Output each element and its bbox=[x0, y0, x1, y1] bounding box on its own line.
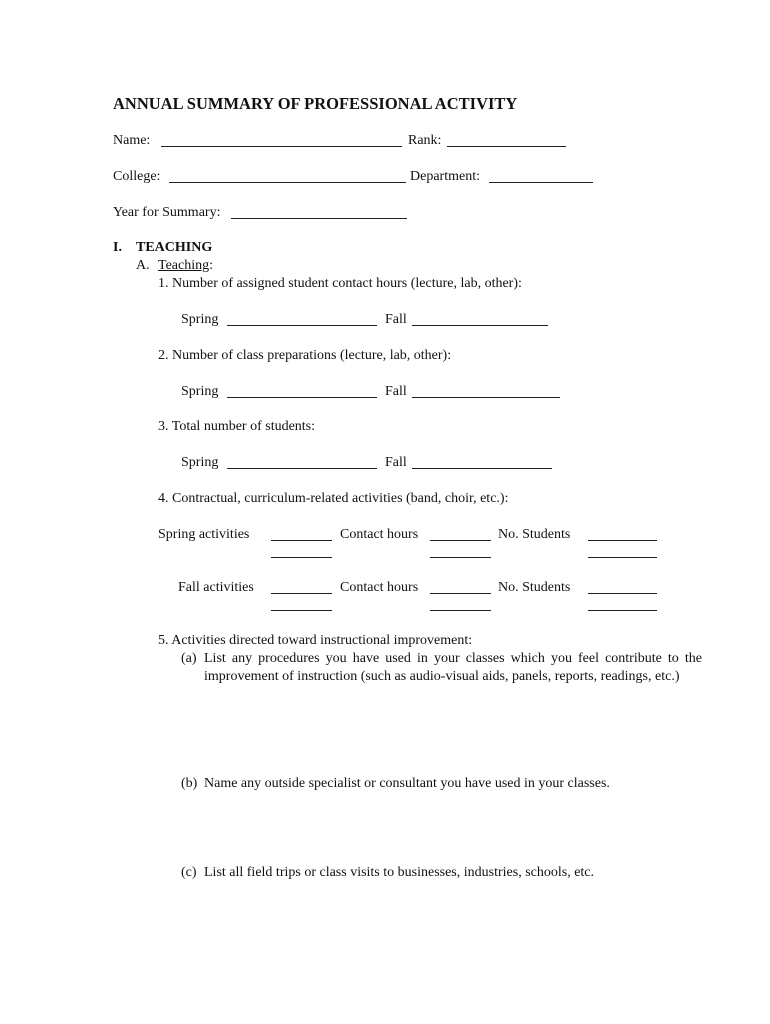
department-field[interactable] bbox=[489, 182, 593, 183]
fall-no-students-label: No. Students bbox=[498, 580, 571, 595]
section-title: TEACHING bbox=[136, 240, 213, 255]
rank-label: Rank: bbox=[408, 133, 442, 148]
q3-fall-label: Fall bbox=[385, 455, 407, 470]
college-label: College: bbox=[113, 169, 161, 184]
question-4: 4. Contractual, curriculum-related activities (band, choir, etc.): bbox=[158, 491, 509, 506]
fall-contact-hours-field-1[interactable] bbox=[430, 593, 491, 594]
year-field[interactable] bbox=[231, 218, 407, 219]
q5a-text: List any procedures you have used in your classes which you feel contribute to the improvement of instruction (such as audio-visual aids, panels, reports, readings, etc.) bbox=[204, 651, 702, 684]
fall-no-students-field-1[interactable] bbox=[588, 593, 657, 594]
q1-spring-label: Spring bbox=[181, 312, 219, 327]
fall-activities-field-1[interactable] bbox=[271, 593, 332, 594]
q2-fall-field[interactable] bbox=[412, 397, 560, 398]
spring-activities-field-1[interactable] bbox=[271, 540, 332, 541]
fall-contact-hours-label: Contact hours bbox=[340, 580, 419, 595]
q5b-label: (b) bbox=[181, 776, 198, 791]
question-5: 5. Activities directed toward instructional improvement: bbox=[158, 633, 473, 648]
spring-contact-hours-field-2[interactable] bbox=[430, 557, 491, 558]
q5c-label: (c) bbox=[181, 865, 197, 880]
page-title: ANNUAL SUMMARY OF PROFESSIONAL ACTIVITY bbox=[113, 94, 518, 113]
spring-no-students-field-2[interactable] bbox=[588, 557, 657, 558]
subsection-letter: A. bbox=[136, 258, 150, 273]
section-number: I. bbox=[113, 240, 122, 255]
name-label: Name: bbox=[113, 133, 151, 148]
q1-spring-field[interactable] bbox=[227, 325, 377, 326]
subsection-colon: : bbox=[209, 258, 213, 273]
spring-no-students-field-1[interactable] bbox=[588, 540, 657, 541]
spring-contact-hours-field-1[interactable] bbox=[430, 540, 491, 541]
q3-spring-label: Spring bbox=[181, 455, 219, 470]
q2-spring-field[interactable] bbox=[227, 397, 377, 398]
question-3: 3. Total number of students: bbox=[158, 419, 316, 434]
q5a-label: (a) bbox=[181, 651, 197, 666]
q3-spring-field[interactable] bbox=[227, 468, 377, 469]
spring-activities-field-2[interactable] bbox=[271, 557, 332, 558]
spring-no-students-label: No. Students bbox=[498, 527, 571, 542]
q3-fall-field[interactable] bbox=[412, 468, 552, 469]
spring-activities-label: Spring activities bbox=[158, 527, 250, 542]
q2-spring-label: Spring bbox=[181, 384, 219, 399]
college-field[interactable] bbox=[169, 182, 406, 183]
spring-contact-hours-label: Contact hours bbox=[340, 527, 419, 542]
question-2: 2. Number of class preparations (lecture, lab, other): bbox=[158, 348, 452, 363]
fall-no-students-field-2[interactable] bbox=[588, 610, 657, 611]
name-field[interactable] bbox=[161, 146, 402, 147]
department-label: Department: bbox=[410, 169, 480, 184]
q1-fall-field[interactable] bbox=[412, 325, 548, 326]
q1-fall-label: Fall bbox=[385, 312, 407, 327]
subsection-heading bbox=[158, 258, 213, 274]
fall-contact-hours-field-2[interactable] bbox=[430, 610, 491, 611]
year-label: Year for Summary: bbox=[113, 205, 221, 220]
fall-activities-label: Fall activities bbox=[178, 580, 254, 595]
subsection-title: Teaching bbox=[158, 258, 210, 273]
q5b-text: Name any outside specialist or consultant you have used in your classes. bbox=[204, 776, 610, 791]
rank-field[interactable] bbox=[447, 146, 566, 147]
q5c-text: List all field trips or class visits to businesses, industries, schools, etc. bbox=[204, 865, 595, 880]
q2-fall-label: Fall bbox=[385, 384, 407, 399]
question-1: 1. Number of assigned student contact hours (lecture, lab, other): bbox=[158, 276, 522, 291]
fall-activities-field-2[interactable] bbox=[271, 610, 332, 611]
